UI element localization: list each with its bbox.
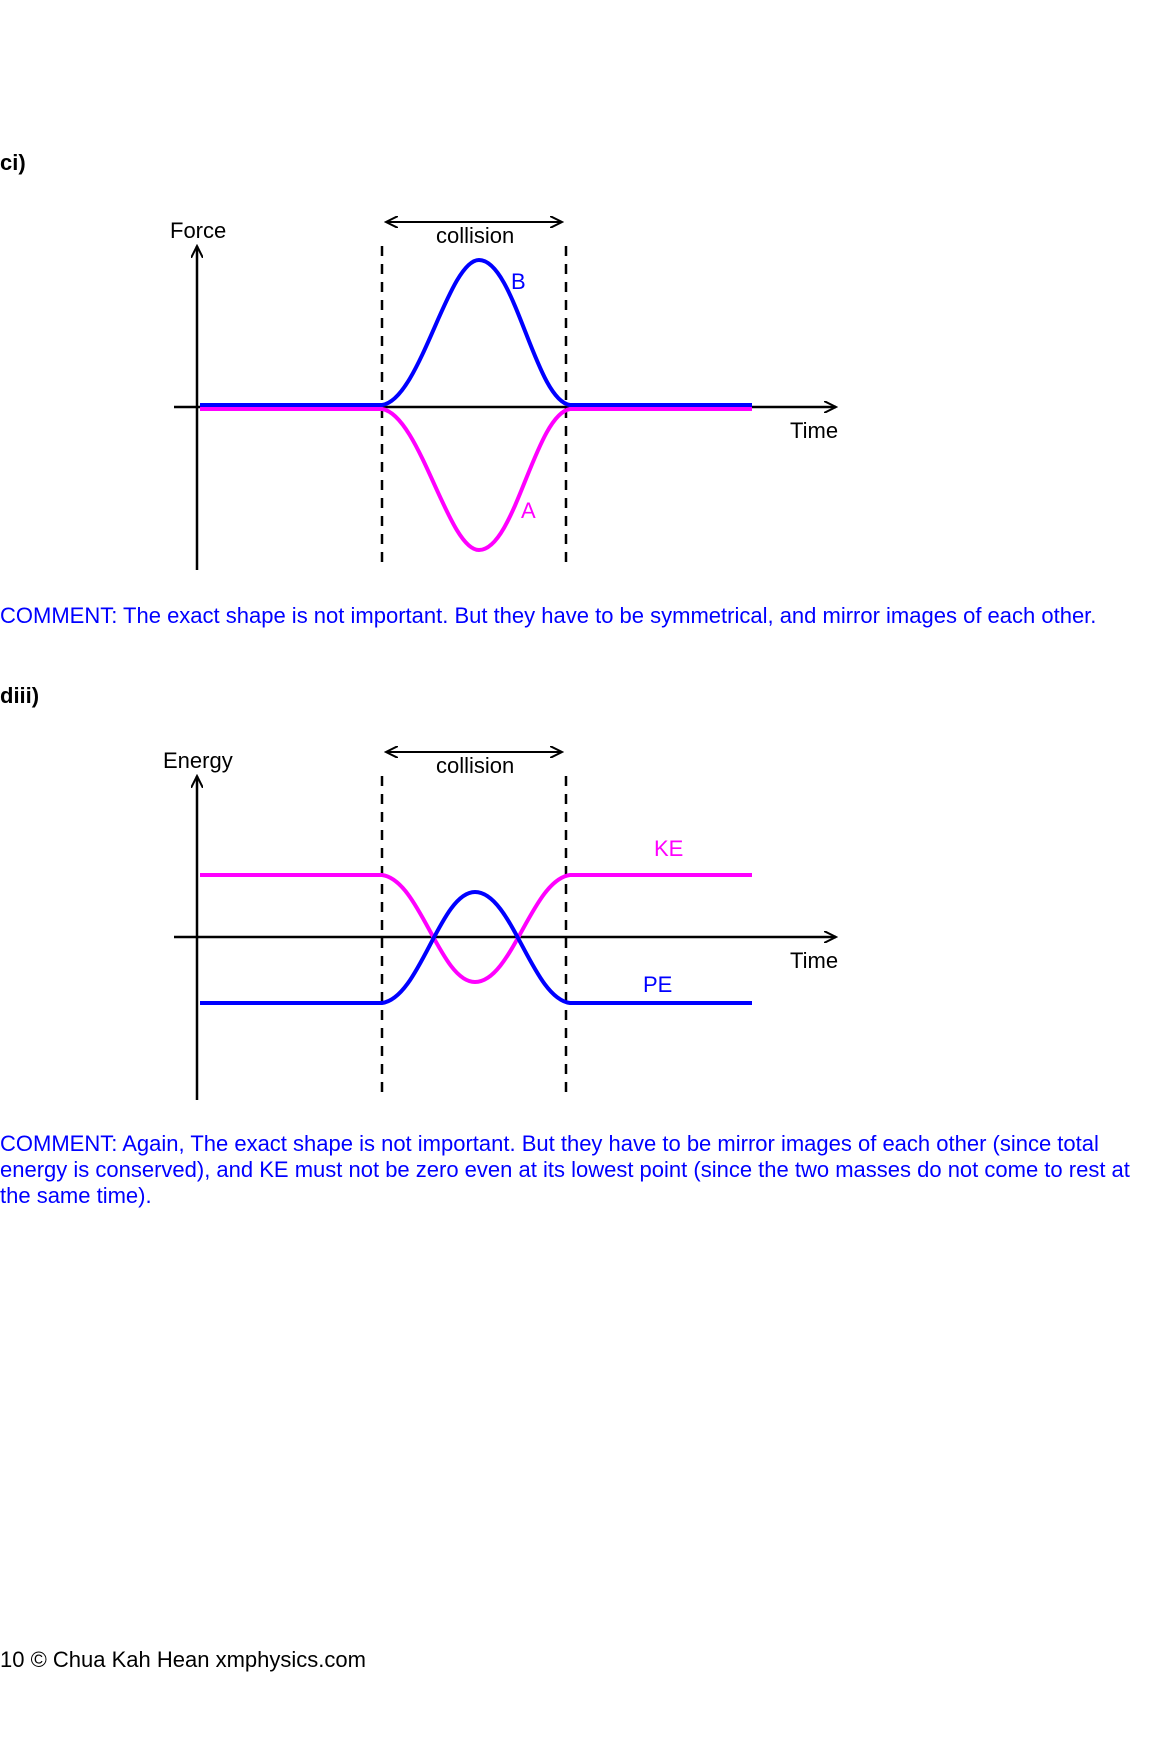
- force-time-graph: [0, 200, 900, 580]
- ke-label: KE: [654, 836, 684, 861]
- question-label-diii: diii): [0, 683, 40, 708]
- pe-label: PE: [643, 972, 673, 997]
- energy-time-graph: [0, 730, 900, 1110]
- comment-ci: COMMENT: The exact shape is not important. But they have to be symmetrical, and mirror images of each other.: [0, 603, 1097, 628]
- curve-a-label: A: [521, 498, 536, 523]
- x-axis-label: Time: [790, 418, 839, 443]
- curve-b-label: B: [511, 269, 526, 294]
- y-axis-label: Energy: [163, 748, 233, 773]
- question-label-ci: ci): [0, 150, 26, 175]
- collision-label: collision: [436, 753, 515, 778]
- page-footer: 10 © Chua Kah Hean xmphysics.com: [0, 1647, 366, 1672]
- curve-b-force: [200, 260, 752, 405]
- collision-label: collision: [436, 223, 515, 248]
- curve-a-force: [200, 409, 752, 550]
- x-axis-label: Time: [790, 948, 839, 973]
- y-axis-label: Force: [170, 218, 227, 243]
- comment-diii: COMMENT: Again, The exact shape is not important. But they have to be mirror images of each other (since total energy is conserved), and KE must not be zero even at its lowest point (since the two masses do not come to rest at the same time).: [0, 1131, 1130, 1208]
